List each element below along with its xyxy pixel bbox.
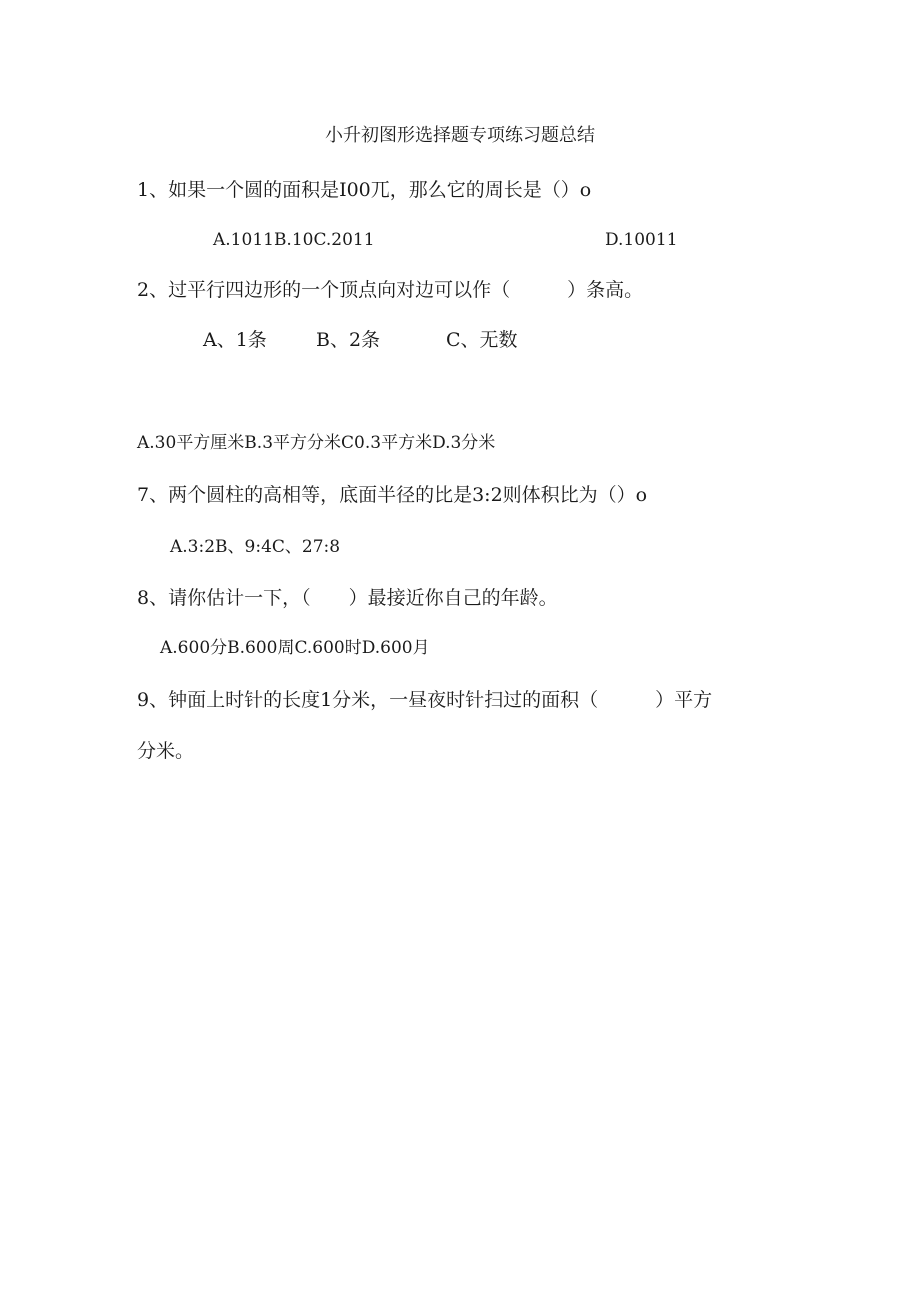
question-7: 7、两个圆柱的高相等，底面半径的比是3:2则体积比为（）o (137, 484, 648, 506)
question-2: 2、过平行四边形的一个顶点向对边可以作（ ）条高。 (137, 279, 644, 301)
page-title: 小升初图形选择题专项练习题总结 (325, 125, 595, 146)
question-8: 8、请你估计一下，（ ）最接近你自己的年龄。 (137, 587, 558, 609)
question-9-line-2: 分米。 (137, 740, 195, 762)
question-7-options: A.3:2B、9:4C、27:8 (170, 537, 341, 557)
question-8-options: A.600分B.600周C.600时D.600月 (160, 638, 430, 658)
question-9-line-1: 9、钟面上时针的长度1分米，一昼夜时针扫过的面积（ ）平方 (137, 689, 713, 711)
question-2-option-a: A、1条 (203, 329, 267, 351)
question-2-option-b: B、2条 (316, 329, 381, 351)
question-2-option-c: C、无数 (446, 329, 518, 351)
question-1-options-abc: A.1011B.10C.2011 (213, 230, 375, 250)
question-options-line: A.30平方厘米B.3平方分米C0.3平方米D.3分米 (137, 433, 496, 453)
question-1: 1、如果一个圆的面积是I00兀，那么它的周长是（）o (137, 179, 592, 201)
question-1-option-d: D.10011 (605, 230, 678, 250)
